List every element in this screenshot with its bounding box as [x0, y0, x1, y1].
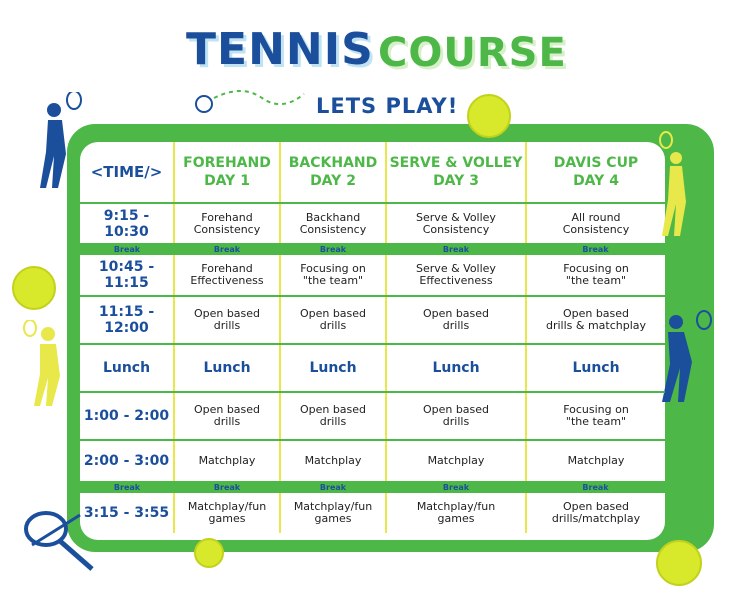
col-header-day3: SERVE & VOLLEY DAY 3 [386, 142, 526, 203]
break-label: Break [386, 482, 526, 493]
ball-trail-icon [192, 86, 312, 116]
break-label: Break [280, 482, 386, 493]
time-cell: 10:45 - 11:15 [80, 255, 174, 296]
activity-cell: Matchplay [526, 440, 665, 482]
col-header-day2: BACKHAND DAY 2 [280, 142, 386, 203]
table-row [80, 493, 665, 533]
lunch-label: Lunch [526, 344, 665, 392]
lunch-label: Lunch [174, 344, 280, 392]
activity-cell: Open based drills [386, 296, 526, 344]
activity-cell: Backhand Consistency [280, 203, 386, 244]
tagline: LETS PLAY! [316, 94, 459, 118]
activity-cell: Open based drills [174, 392, 280, 440]
activity-cell: Matchplay/fun games [280, 493, 386, 533]
activity-cell: Open based drills [280, 392, 386, 440]
activity-cell: Serve & Volley Effectiveness [386, 255, 526, 296]
player-silhouette-icon [20, 320, 80, 410]
activity-cell: Matchplay [174, 440, 280, 482]
break-label: Break [280, 244, 386, 255]
player-silhouette-icon [28, 92, 88, 192]
activity-cell: Focusing on "the team" [526, 392, 665, 440]
break-label: Break [80, 244, 174, 255]
activity-cell: All round Consistency [526, 203, 665, 244]
time-cell: 1:00 - 2:00 [80, 392, 174, 440]
activity-cell: Matchplay/fun games [174, 493, 280, 533]
title-course: COURSE [378, 30, 567, 76]
schedule-table [80, 142, 665, 533]
table-row [80, 255, 665, 296]
activity-cell: Open based drills & matchplay [526, 296, 665, 344]
table-row [80, 203, 665, 244]
break-label: Break [526, 244, 665, 255]
tennis-ball-icon [194, 538, 224, 568]
tennis-ball-icon [12, 266, 56, 310]
lunch-label: Lunch [280, 344, 386, 392]
lunch-label: Lunch [80, 344, 174, 392]
time-cell: 3:15 - 3:55 [83, 505, 170, 521]
activity-cell: Focusing on "the team" [280, 255, 386, 296]
tennis-ball-icon [656, 540, 702, 586]
lunch-row [80, 344, 665, 392]
time-cell: 2:00 - 3:00 [80, 440, 174, 482]
activity-cell: Forehand Consistency [174, 203, 280, 244]
break-label: Break [80, 482, 174, 493]
time-cell: 11:15 - 12:00 [80, 296, 174, 344]
activity-cell: Open based drills [386, 392, 526, 440]
activity-cell: Open based drills [174, 296, 280, 344]
table-row [80, 440, 665, 482]
activity-cell: Matchplay/fun games [386, 493, 526, 533]
col-header-day4: DAVIS CUP DAY 4 [526, 142, 665, 203]
col-header-time: <TIME/> [80, 142, 174, 203]
activity-cell: Matchplay [280, 440, 386, 482]
header-row [80, 142, 665, 203]
activity-cell: Serve & Volley Consistency [386, 203, 526, 244]
table-row [80, 296, 665, 344]
activity-cell: Matchplay [386, 440, 526, 482]
activity-cell: Open based drills/matchplay [526, 493, 665, 533]
break-label: Break [174, 244, 280, 255]
tennis-ball-icon [467, 94, 511, 138]
table-row [80, 392, 665, 440]
break-label: Break [386, 244, 526, 255]
activity-cell: Focusing on "the team" [526, 255, 665, 296]
break-row [80, 244, 665, 255]
time-cell: 9:15 - 10:30 [80, 203, 174, 244]
break-row [80, 482, 665, 493]
break-label: Break [526, 482, 665, 493]
title-tennis: TENNIS [186, 24, 374, 75]
break-label: Break [174, 482, 280, 493]
activity-cell: Forehand Effectiveness [174, 255, 280, 296]
lunch-label: Lunch [386, 344, 526, 392]
col-header-day1: FOREHAND DAY 1 [174, 142, 280, 203]
activity-cell: Open based drills [280, 296, 386, 344]
